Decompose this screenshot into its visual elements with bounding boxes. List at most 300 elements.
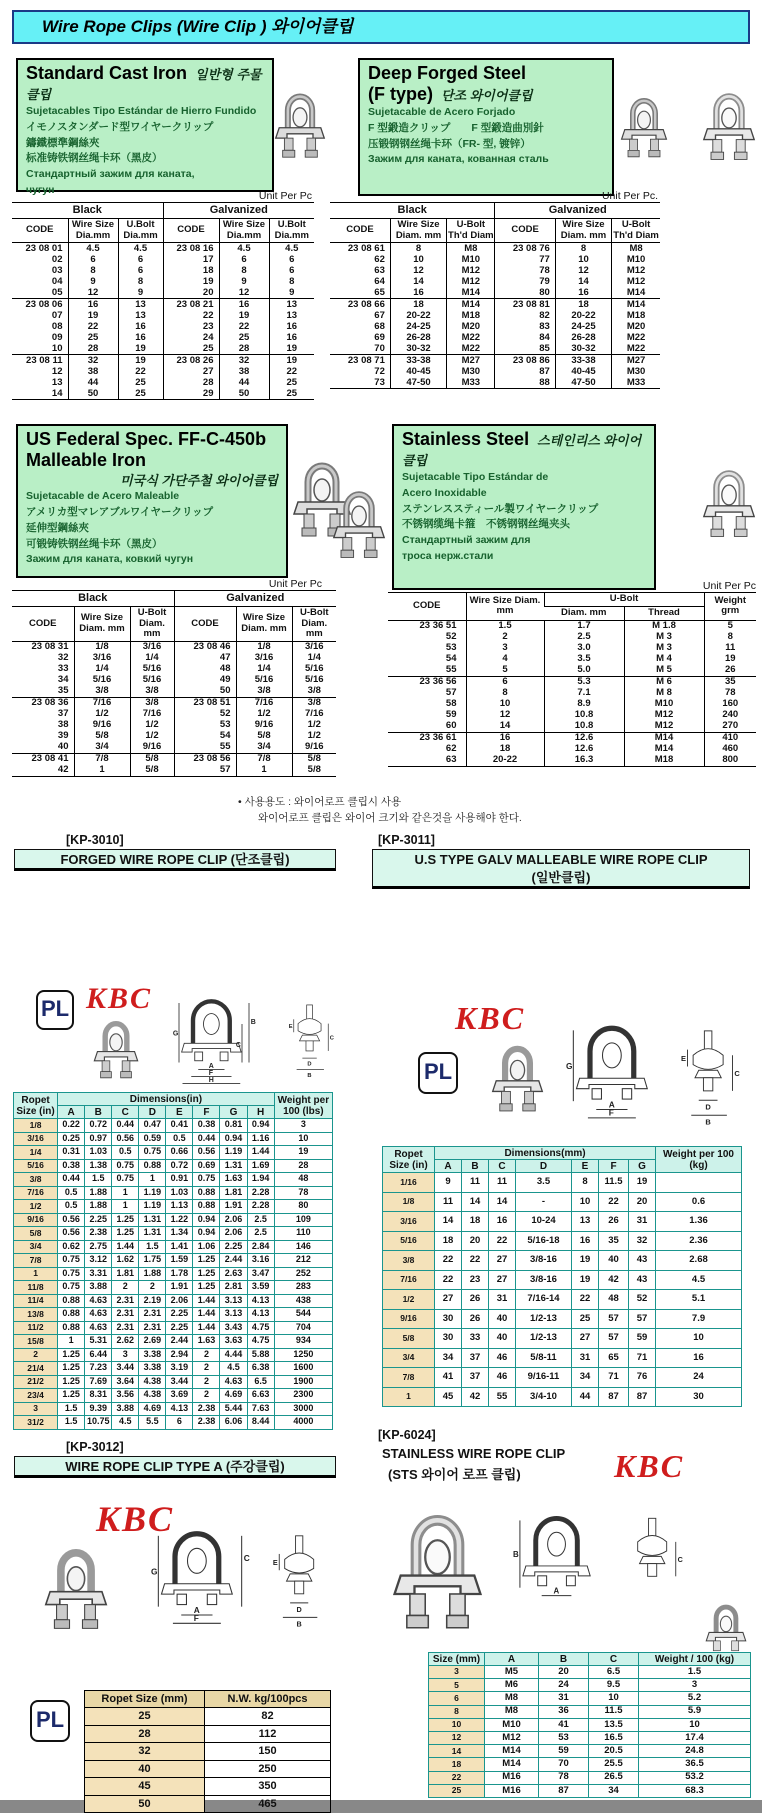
table-cell: 0.94 [247,1119,274,1133]
table-cell: 21/4 [14,1362,58,1376]
table-cell: 3.44 [112,1362,139,1376]
table-cell: 25 [269,388,314,400]
table-cell: 63 [374,264,385,276]
table-cell: 1.44 [112,1240,139,1254]
table-cell: 23 08 86 [495,355,555,367]
table-cell: 2.84 [247,1240,274,1254]
table-cell: 27 [489,1251,516,1271]
table-cell: 3 [429,1666,485,1679]
col-group-ubolt: U-Bolt [544,593,704,607]
table-row [388,620,756,632]
table-cell: 2.31 [139,1321,166,1335]
table-cell: 9 [219,276,269,287]
table-cell: 0.5 [58,1186,85,1200]
table-cell: 50 [174,686,236,698]
table-cell: 110 [274,1227,332,1241]
model-label-kp3010: [KP-3010] [66,833,124,847]
table-cell: 25 [269,377,314,388]
table-cell: 28 [219,343,269,355]
table-cell: 22 [219,321,269,332]
table-cell: 22 [435,1251,462,1271]
table-row [14,1173,333,1187]
usage-note-line1: • 사용용도 : 와이어로프 클립시 사용 [238,796,402,808]
table-cell: 7.69 [85,1375,112,1389]
table-cell: 9/16-11 [516,1368,572,1388]
table-cell: 6.5 [589,1666,639,1679]
table-cell: 40-45 [390,366,446,377]
table-cell: 7/16 [292,709,336,720]
table-cell: 2.06 [220,1213,247,1227]
table-cell: 5.44 [220,1402,247,1416]
dim-col: G [220,1106,247,1119]
desc-line: Зажим для каната, ковкий чугун [26,553,194,566]
table-row [14,1213,333,1227]
table-row [12,243,314,255]
table-cell: 08 [51,320,63,332]
dimension-diagram-front [565,1008,665,1136]
table-row [330,310,660,321]
table-cell: 1.25 [58,1362,85,1376]
table-header-row [12,218,314,243]
table-cell: 32 [85,1743,205,1761]
table-cell: 4.13 [166,1402,193,1416]
dim-letter: C [734,1068,740,1078]
table-cell: 3.88 [112,1402,139,1416]
table-cell: 19 [118,355,163,367]
table-cell: 26.5 [589,1771,639,1784]
table-cell: 78 [274,1186,332,1200]
table-cell: 87 [629,1387,656,1407]
table-cell: M 6 [624,676,704,688]
kp3012-table [84,1690,331,1813]
table-cell: 28 [274,1159,332,1173]
table-cell: 14 [466,721,544,733]
table-cell: 3/8 [130,686,174,698]
table-cell: 2 [112,1281,139,1295]
table-cell: 7.63 [247,1402,274,1416]
table-cell: 9 [269,287,314,299]
table-cell: 7/16 [236,698,292,710]
weight-header: Weight per 100 (lbs) [274,1093,332,1119]
table-cell: 1.63 [220,1173,247,1187]
table-cell: 350 [205,1778,331,1796]
table-cell: 3/8-16 [516,1270,572,1290]
table-cell: 38 [57,719,69,731]
table-cell: 24 [656,1368,742,1388]
table-row [383,1270,742,1290]
table-cell: M8 [485,1705,539,1718]
us-federal-table [12,590,336,777]
table-cell: 03 [51,264,63,276]
table-cell: 2 [139,1281,166,1295]
table-cell: 3/8 [292,698,336,710]
table-row [12,321,314,332]
table-cell: 2.25 [85,1213,112,1227]
table-cell: 2.28 [247,1200,274,1214]
table-cell: 2.5 [247,1213,274,1227]
table-cell: 0.69 [193,1159,220,1173]
col-header: B [539,1653,589,1666]
dimension-diagram-front [512,1500,607,1620]
dim-col: B [85,1106,112,1119]
table-cell: 8 [118,276,163,287]
table-row [388,688,756,699]
table-cell: 5/16 [236,675,292,686]
table-cell: M22 [447,343,495,355]
table-cell: M16 [485,1784,539,1797]
table-cell: 2.94 [166,1348,193,1362]
table-cell: 9 [118,287,163,299]
desc-line: ステンレススティール製ワイヤークリップ [402,502,599,515]
table-cell: 1.88 [85,1186,112,1200]
table-cell: 49 [174,675,236,686]
table-cell: 31 [489,1290,516,1310]
col-header: CODE [12,606,74,642]
weight-header: Weight per 100 (kg) [656,1147,742,1173]
table-cell: 2.25 [166,1321,193,1335]
table-cell: 5 [466,665,544,677]
table-cell: 0.59 [139,1132,166,1146]
table-cell: 5 [429,1679,485,1692]
table-cell: 3/8 [130,698,174,710]
table-cell: 1.06 [193,1240,220,1254]
table-cell: M27 [447,355,495,367]
table-cell: 8 [572,1173,599,1193]
table-cell: 13.5 [589,1718,639,1731]
table-header-row [14,1093,333,1106]
table-cell: 438 [274,1294,332,1308]
table-cell: 11.5 [589,1705,639,1718]
table-row [388,632,756,643]
table-cell: M14 [612,299,660,311]
desc-line: 压锻钢钢丝绳卡环（FR- 型, 镀锌） [368,137,531,150]
section-title: Standard Cast Iron [26,63,188,83]
table-cell: 23 08 06 [12,299,68,311]
table-cell: 16 [219,299,269,311]
desc-line: Sujetacable Tipo Estándar de [402,471,549,483]
table-cell: 3 [639,1679,751,1692]
clip-photo-malleable-galv [490,1040,545,1118]
wire-rope-clip-illustration [620,66,668,190]
dims-header: Dimensions(in) [58,1093,275,1106]
table-cell: M8 [612,243,660,255]
table-cell: 4.5 [118,243,163,255]
table-cell: 1/2 [14,1200,58,1214]
table-cell: 6.63 [247,1389,274,1403]
table-row [330,321,660,332]
table-cell: 6 [269,254,314,265]
table-cell: 0.75 [139,1146,166,1160]
table-cell: 3.19 [166,1362,193,1376]
table-cell: 10 [274,1132,332,1146]
table-cell: 53 [539,1731,589,1744]
dim-letter: A [193,1604,200,1615]
table-cell: 23 36 61 [388,732,466,744]
section-us-federal [16,424,288,578]
table-row [383,1231,742,1251]
table-cell: 57 [445,686,457,698]
dim-letter: E [680,1053,686,1063]
table-cell: 1.5 [466,620,544,632]
table-cell: 7/16-14 [516,1290,572,1310]
table-cell: 5/16 [74,675,130,686]
dim-letter: A [208,1062,214,1070]
dim-letter: C [329,1035,334,1042]
table-row [14,1240,333,1254]
table-cell: - [516,1192,572,1212]
desc-line: イモノスタンダード型ワイヤークリップ [26,120,214,133]
pl-mark: PL [418,1052,458,1094]
banner-kp3010: FORGED WIRE ROPE CLIP (단조클립) [14,849,336,871]
table-cell: 38 [219,366,269,377]
table-cell: 24 [539,1679,589,1692]
standard-table [12,202,314,400]
table-row [383,1348,742,1368]
table-cell: 23 08 61 [347,242,385,254]
table-cell: 1.31 [220,1159,247,1173]
table-cell: 10.8 [544,721,624,733]
table-row [429,1666,751,1679]
table-cell: M30 [447,366,495,377]
table-cell: 42 [462,1387,489,1407]
table-cell: M33 [612,377,660,389]
desc-line: Зажим для каната, кованная сталь [368,153,549,166]
clip-photo-stainless [702,434,756,574]
table-cell: 9/16 [236,720,292,731]
col-header: C [589,1653,639,1666]
table-cell: 26-28 [555,332,611,343]
table-row [14,1132,333,1146]
table-cell: 4.38 [139,1375,166,1389]
table-cell: M12 [612,265,660,276]
table-cell: 18 [435,1231,462,1251]
table-row [429,1718,751,1731]
table-cell: 31 [539,1692,589,1705]
col-header: Wire Size Diam. mm [74,606,130,642]
table-cell: M14 [612,287,660,299]
table-cell: 5/16 [14,1159,58,1173]
table-header-row [330,218,660,243]
col-header: Wire Size Diam. mm [390,218,446,243]
table-cell: 1.94 [247,1173,274,1187]
table-cell: 4.75 [247,1335,274,1349]
table-cell: 19 [629,1173,656,1193]
table-header-row [429,1653,751,1666]
col-header: A [485,1653,539,1666]
table-cell: 3/16 [236,653,292,664]
table-cell: 82 [495,310,555,321]
col-header: CODE [12,218,68,243]
table-cell: 55 [445,663,457,675]
table-cell: 11 [462,1173,489,1193]
table-cell: 19 [269,343,314,355]
col-header: U-Bolt Diam. mm [130,606,174,642]
table-row [330,287,660,299]
table-cell: 1 [74,765,130,777]
col-header: U.Bolt Dia.mm [269,218,314,243]
table-cell: M22 [612,343,660,355]
table-cell: 13 [118,310,163,321]
table-row [388,710,756,721]
stainless-table [388,592,756,767]
table-cell: 2.25 [166,1308,193,1322]
table-cell: 704 [274,1321,332,1335]
wire-rope-clip-illustration [332,470,386,580]
table-cell: 19 [163,276,219,287]
table-cell: 9/16 [74,720,130,731]
table-cell: M30 [612,366,660,377]
dim-col: D [139,1106,166,1119]
table-cell: 43 [629,1251,656,1271]
table-cell: 3 [274,1119,332,1133]
table-cell: 72 [374,365,385,377]
col-header: N.W. kg/100pcs [205,1691,331,1708]
table-cell: 59 [539,1745,589,1758]
table-cell: 5/16-18 [516,1231,572,1251]
table-cell: 12.6 [544,744,624,755]
table-cell: 4.75 [247,1321,274,1335]
table-cell: 112 [205,1725,331,1743]
table-cell: 0.6 [656,1192,742,1212]
table-row [14,1362,333,1376]
dim-col: A [58,1106,85,1119]
table-cell: 37 [462,1368,489,1388]
table-cell: 2 [193,1389,220,1403]
table-cell: 1.13 [166,1200,193,1214]
table-cell: 11/8 [14,1281,58,1295]
table-cell: 19 [572,1251,599,1271]
unit-label: Unit Per Pc [258,190,312,202]
table-cell: 73 [374,376,385,388]
table-cell: 6 [466,676,544,688]
table-cell: M20 [447,321,495,332]
table-cell: 33 [57,663,69,675]
dim-letter: B [512,1550,519,1560]
table-cell: 465 [205,1795,331,1813]
table-cell: 14 [555,276,611,287]
table-cell: 39 [57,730,69,742]
table-cell: 23 08 71 [330,355,390,367]
table-cell: 26 [599,1212,629,1232]
table-cell: 3.88 [85,1281,112,1295]
table-cell: 14 [390,276,446,287]
table-cell: 77 [495,254,555,265]
table-cell: 9 [68,276,118,287]
table-row [12,686,336,698]
table-cell: 53.2 [639,1771,751,1784]
dim-letter: E [288,1023,293,1030]
table-cell: 3.63 [220,1335,247,1349]
table-cell: 1.81 [112,1267,139,1281]
table-cell: 33-38 [390,355,446,367]
table-cell: 1.44 [193,1308,220,1322]
table-cell: 57 [629,1309,656,1329]
table-cell: 35 [599,1231,629,1251]
table-cell: 11/2 [14,1321,58,1335]
table-cell: 1.34 [166,1227,193,1241]
kbc-logo: KBC [86,982,153,1015]
table-cell: 0.22 [58,1119,85,1133]
table-cell: 46 [489,1348,516,1368]
table-cell: 1.25 [58,1348,85,1362]
table-cell: 64 [374,275,385,287]
table-cell: 19 [704,654,756,665]
table-cell: 33 [462,1329,489,1349]
table-cell: 5/16 [130,664,174,675]
table-cell: 24 [163,332,219,343]
table-cell: 3.38 [139,1348,166,1362]
table-cell: 5.0 [544,665,624,677]
dim-letter: D [705,1102,711,1112]
table-cell: 3.31 [85,1267,112,1281]
col-header: Wire Size Diam. mm [236,606,292,642]
table-row [383,1192,742,1212]
table-cell: 11 [435,1192,462,1212]
table-cell: 1.31 [139,1227,166,1241]
table-cell: 1.25 [112,1227,139,1241]
table-cell: 1.44 [247,1146,274,1160]
table-cell: 3/8 [236,686,292,698]
clip-photo-deep-forged-galvanized [702,60,756,194]
table-cell: 0.88 [58,1308,85,1322]
table-cell: 6 [429,1692,485,1705]
banner-kp3011 [372,849,750,889]
table-cell: 87 [599,1387,629,1407]
table-cell: M10 [624,699,704,710]
table-cell: 05 [51,286,63,298]
table-cell: 26 [704,665,756,677]
table-cell: 1.44 [193,1294,220,1308]
desc-line: F 型鍛造クリップ F 型鍛造曲別針 [368,121,544,134]
table-cell: 1900 [274,1375,332,1389]
table-cell: 19 [274,1146,332,1160]
col-header: Weight / 100 (kg) [639,1653,751,1666]
table-cell: 22 [435,1270,462,1290]
table-cell: M14 [624,732,704,744]
table-cell: 87 [539,1784,589,1797]
table-row [12,343,314,355]
table-cell: 0.97 [85,1132,112,1146]
table-row [383,1309,742,1329]
dimension-diagram-front [172,988,256,1088]
table-cell: 1.69 [247,1159,274,1173]
table-cell: 2.75 [85,1240,112,1254]
section-title-korean: 단조 와이어클립 [441,88,533,103]
table-cell: 31/2 [14,1416,58,1430]
table-cell: 150 [205,1743,331,1761]
table-cell: 1.31 [139,1213,166,1227]
dim-letter: H [208,1076,214,1084]
table-cell: 48 [274,1173,332,1187]
kbc-logo: KBC [96,1499,175,1539]
table-cell: 60 [445,719,457,731]
table-cell: 13/8 [14,1308,58,1322]
table-row [383,1329,742,1349]
table-cell: 2.31 [139,1308,166,1322]
table-cell: 40-45 [555,366,611,377]
table-row [85,1725,331,1743]
table-row [388,699,756,710]
deep-forged-table [330,202,660,389]
table-cell: 3/16 [14,1132,58,1146]
table-cell: 11/4 [14,1294,58,1308]
table-cell: 410 [704,732,756,744]
table-cell: 8 [429,1705,485,1718]
col-group-black: Black [12,203,163,219]
table-cell: 4.5 [269,243,314,255]
table-cell: 59 [445,708,457,720]
table-cell: 6 [68,254,118,265]
